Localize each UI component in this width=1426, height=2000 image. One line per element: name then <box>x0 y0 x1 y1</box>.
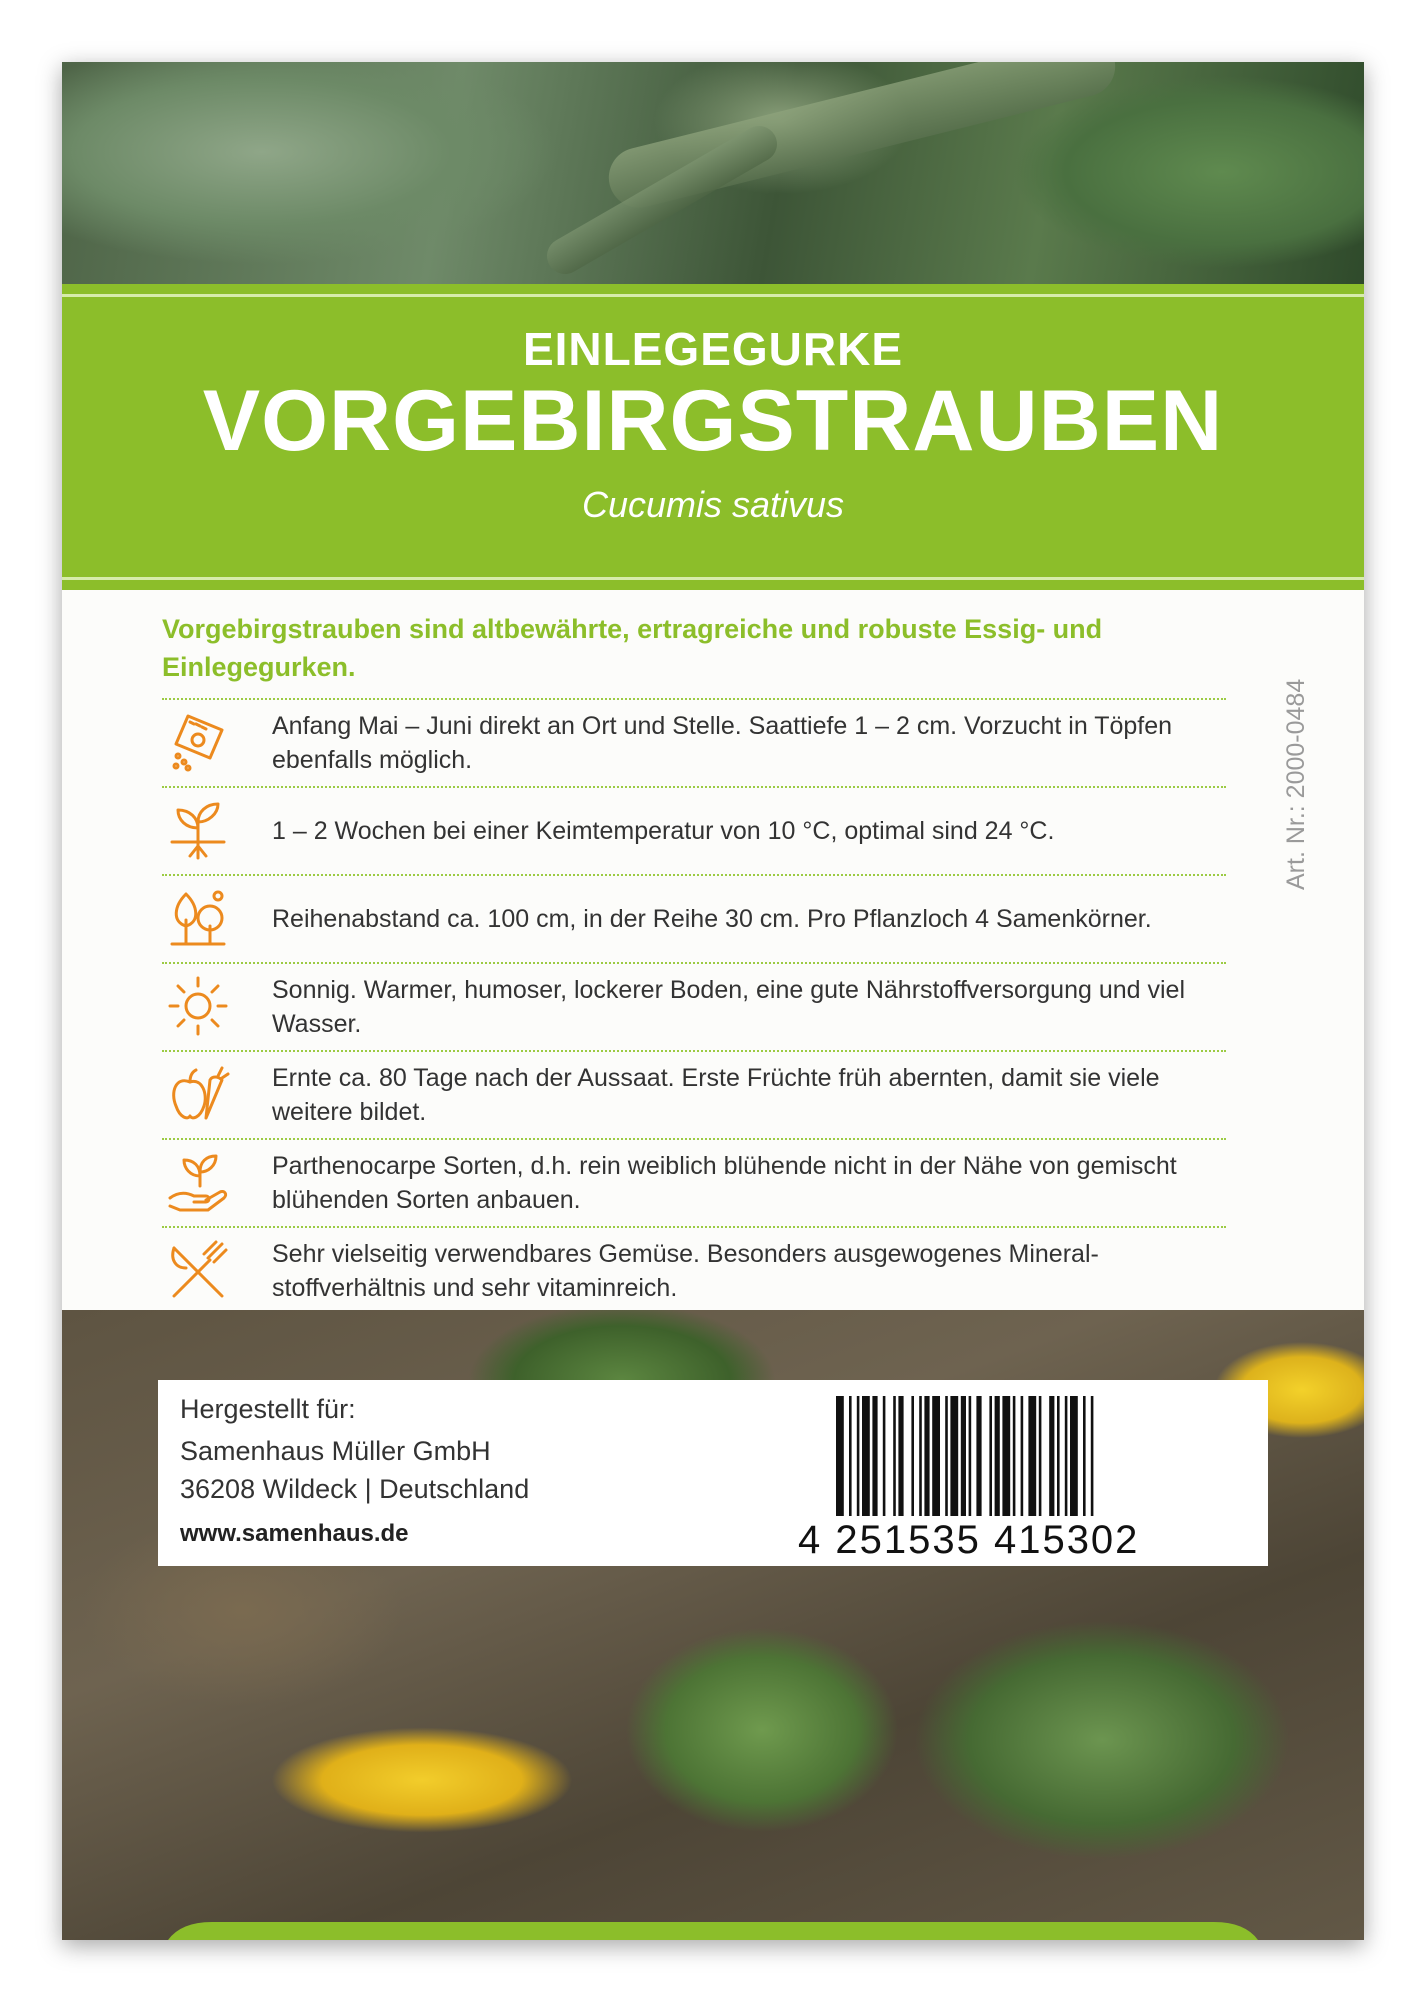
info-text: Anfang Mai – Juni direkt an Ort und Stelle. Saattiefe 1 – 2 cm. Vorzucht in Töpfen ebenfalls möglich. <box>272 712 1173 774</box>
info-row-germination <box>162 786 1226 874</box>
hand-plant-icon <box>166 1150 230 1214</box>
info-row-usage <box>162 1226 1226 1316</box>
barcode-number: 4 251535 415302 <box>798 1518 1140 1562</box>
knife-fork-icon <box>166 1238 230 1302</box>
seed-packet-icon <box>166 710 230 774</box>
info-row-spacing <box>162 874 1226 962</box>
barcode <box>834 1396 1254 1516</box>
website-link[interactable]: www.samenhaus.de <box>180 1520 409 1547</box>
info-text: Ernte ca. 80 Tage nach der Aussaat. Erste Früchte früh abernten, damit sie viele weitere bildet. <box>272 1064 1160 1126</box>
info-text: 1 – 2 Wochen bei einer Keimtemperatur von 10 °C, optimal sind 24 °C. <box>272 817 1055 845</box>
header-band <box>62 284 1364 590</box>
info-row-location <box>162 962 1226 1050</box>
apple-carrot-icon <box>166 1062 230 1126</box>
company-name: Samenhaus Müller GmbH <box>180 1436 491 1466</box>
info-text: Sehr vielseitig verwendbares Gemüse. Besonders ausgewogenes Mineral-stoffverhältnis und sehr vitaminreich. <box>272 1240 1099 1302</box>
info-row-notes <box>162 1138 1226 1226</box>
info-text: Sonnig. Warmer, humoser, lockerer Boden, eine gute Nährstoffversorgung und viel Wasser. <box>272 976 1186 1038</box>
company-address: 36208 Wildeck | Deutschland <box>180 1474 530 1504</box>
seedling-icon <box>166 798 230 862</box>
intro-text: Vorgebirgstrauben sind altbewährte, ertragreiche und robuste Essig- und Einlegegurken. <box>162 614 1103 682</box>
made-for-label: Hergestellt für: <box>180 1394 356 1424</box>
cucumber-photo <box>62 1310 1364 1940</box>
info-section <box>62 590 1364 1310</box>
article-number: Art. Nr.: 2000-0484 <box>1282 678 1310 890</box>
info-row-harvest <box>162 1050 1226 1138</box>
seed-packet-back <box>62 62 1364 1940</box>
sun-icon <box>166 974 230 1038</box>
info-row-sowing <box>162 698 1226 786</box>
variety-name: VORGEBIRGSTRAUBEN <box>202 373 1224 469</box>
info-text: Reihenabstand ca. 100 cm, in der Reihe 30 cm. Pro Pflanzloch 4 Samenkörner. <box>272 905 1152 933</box>
packet-pocket-flap <box>122 1922 1304 1940</box>
info-rows <box>162 698 1226 1316</box>
info-text: Parthenocarpe Sorten, d.h. rein weiblich blühende nicht in der Nähe von gemischt blühenden Sorten anbauen. <box>272 1152 1177 1214</box>
manufacturer-label <box>158 1380 1268 1566</box>
trees-icon <box>166 886 230 950</box>
leaf-photo <box>62 62 1364 284</box>
latin-name: Cucumis sativus <box>581 484 845 525</box>
product-category: EINLEGEGURKE <box>522 323 904 375</box>
